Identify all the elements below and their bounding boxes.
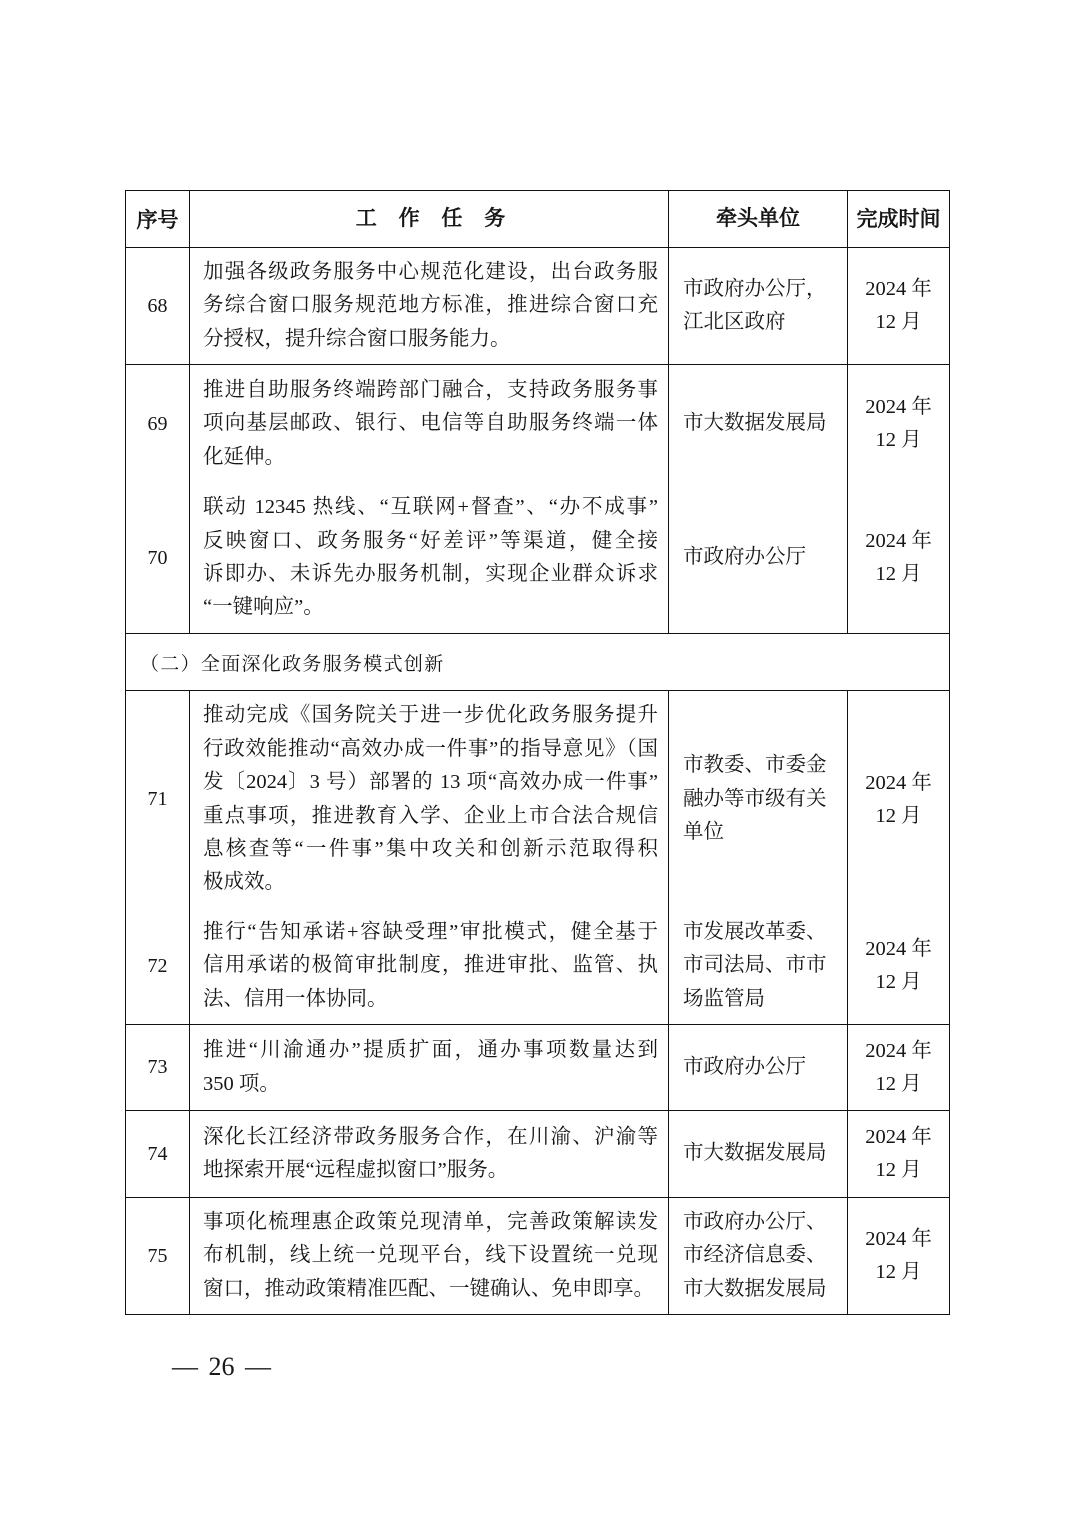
deadline-month: 12 月 bbox=[875, 971, 922, 993]
page-number: — 26 — bbox=[172, 1352, 271, 1381]
task-line: 重点事项，推进教育入学、企业上市合法合规信 bbox=[203, 804, 658, 827]
task-cell bbox=[190, 365, 669, 483]
row-number-cell bbox=[126, 1025, 190, 1110]
task-cell bbox=[190, 248, 669, 364]
lead-unit-line: 市大数据发展局 bbox=[683, 412, 827, 435]
task-line: 化延伸。 bbox=[203, 445, 285, 468]
task-cell bbox=[190, 1025, 669, 1110]
task-cell bbox=[190, 1198, 669, 1314]
task-line: 布机制，线上统一兑现平台，线下设置统一兑现 bbox=[203, 1244, 658, 1267]
lead-unit-line: 市司法局、市市 bbox=[683, 954, 827, 977]
row-number-cell bbox=[126, 365, 190, 483]
task-line: 分授权，提升综合窗口服务能力。 bbox=[203, 327, 511, 350]
row-number: 70 bbox=[147, 546, 168, 569]
row-number-cell bbox=[126, 1198, 190, 1314]
task-line: 极成效。 bbox=[203, 871, 285, 894]
section-heading-row bbox=[126, 634, 949, 691]
lead-unit-line: 市政府办公厅 bbox=[683, 546, 806, 569]
row-number-cell bbox=[126, 1111, 190, 1197]
lead-unit-line: 市发展改革委、 bbox=[683, 920, 827, 943]
deadline-year: 2024 年 bbox=[865, 1126, 932, 1148]
task-cell bbox=[190, 483, 669, 633]
header-task bbox=[190, 191, 669, 247]
deadline-cell bbox=[848, 248, 949, 364]
task-line: 息核查等“一件事”集中攻关和创新示范取得积 bbox=[203, 837, 658, 860]
table-row bbox=[126, 1025, 949, 1111]
task-line: 务综合窗口服务规范地方标准，推进综合窗口充 bbox=[203, 294, 658, 317]
deadline-month: 12 月 bbox=[875, 429, 922, 451]
deadline-month: 12 月 bbox=[875, 1072, 922, 1095]
task-cell bbox=[190, 908, 669, 1024]
lead-unit-line: 融办等市级有关 bbox=[683, 787, 827, 810]
task-line: 联动 12345 热线、“互联网+督查”、“办不成事” bbox=[203, 496, 658, 519]
table-row bbox=[126, 1111, 949, 1198]
lead-unit-line: 市政府办公厅 bbox=[683, 1055, 806, 1078]
deadline-year: 2024 年 bbox=[865, 1228, 932, 1250]
deadline-cell bbox=[848, 1198, 949, 1314]
task-line: 加强各级政务服务中心规范化建设，出台政务服 bbox=[203, 260, 658, 283]
task-line: 推动完成《国务院关于进一步优化政务服务提升 bbox=[203, 704, 658, 727]
deadline-year: 2024 年 bbox=[865, 1039, 932, 1062]
table-row bbox=[126, 365, 949, 483]
task-line: 诉即办、未诉先办服务机制，实现企业群众诉求 bbox=[203, 563, 658, 585]
lead-unit-line: 单位 bbox=[683, 821, 724, 844]
deadline-year: 2024 年 bbox=[865, 771, 932, 794]
lead-unit-cell bbox=[669, 1025, 848, 1110]
lead-unit-cell bbox=[669, 483, 848, 633]
task-line: 事项化梳理惠企政策兑现清单，完善政策解读发 bbox=[203, 1210, 658, 1233]
row-number-cell bbox=[126, 908, 190, 1024]
row-number-cell bbox=[126, 691, 190, 908]
deadline-month: 12 月 bbox=[875, 804, 922, 827]
row-number: 74 bbox=[147, 1142, 168, 1165]
lead-unit-line: 市大数据发展局 bbox=[683, 1277, 827, 1300]
table-row bbox=[126, 691, 949, 908]
row-number: 73 bbox=[147, 1056, 168, 1078]
row-number-cell bbox=[126, 248, 190, 364]
task-line: 行政效能推动“高效办成一件事”的指导意见》（国 bbox=[203, 737, 658, 760]
task-line: 反映窗口、政务服务“好差评”等渠道，健全接 bbox=[203, 529, 658, 552]
header-deadline-label: 完成时间 bbox=[856, 207, 941, 231]
deadline-year: 2024 年 bbox=[865, 278, 932, 300]
task-line: 推进自助服务终端跨部门融合，支持政务服务事 bbox=[203, 378, 658, 401]
lead-unit-cell bbox=[669, 1198, 848, 1314]
lead-unit-cell bbox=[669, 365, 848, 483]
task-cell bbox=[190, 1111, 669, 1197]
lead-unit-line: 场监管局 bbox=[683, 987, 765, 1010]
task-line: 推进“川渝通办”提质扩面，通办事项数量达到 bbox=[203, 1039, 658, 1062]
header-task-label: 工 作 任 务 bbox=[355, 207, 506, 231]
section-heading: （二）全面深化政务服务模式创新 bbox=[140, 653, 445, 675]
task-line: 法、信用一体协同。 bbox=[203, 987, 388, 1010]
lead-unit-line: 市大数据发展局 bbox=[683, 1142, 827, 1165]
deadline-month: 12 月 bbox=[875, 1261, 922, 1283]
lead-unit-line: 江北区政府 bbox=[683, 311, 786, 333]
deadline-cell bbox=[848, 365, 949, 483]
task-line: 项向基层邮政、银行、电信等自助服务终端一体 bbox=[203, 412, 658, 435]
deadline-month: 12 月 bbox=[875, 563, 922, 585]
header-serial-number bbox=[126, 191, 190, 247]
row-number-cell bbox=[126, 483, 190, 633]
deadline-cell bbox=[848, 908, 949, 1024]
task-cell bbox=[190, 691, 669, 908]
task-table bbox=[125, 190, 950, 1315]
row-number: 72 bbox=[147, 954, 168, 977]
deadline-month: 12 月 bbox=[875, 1159, 922, 1181]
lead-unit-line: 市经济信息委、 bbox=[683, 1244, 827, 1267]
lead-unit-cell bbox=[669, 248, 848, 364]
row-number: 75 bbox=[147, 1244, 168, 1267]
table-row bbox=[126, 483, 949, 634]
deadline-year: 2024 年 bbox=[865, 530, 932, 552]
row-number: 71 bbox=[147, 788, 168, 810]
table-row bbox=[126, 248, 949, 365]
lead-unit-cell bbox=[669, 908, 848, 1024]
deadline-cell bbox=[848, 483, 949, 633]
task-line: 推行“告知承诺+容缺受理”审批模式，健全基于 bbox=[203, 920, 658, 943]
deadline-month: 12 月 bbox=[875, 311, 922, 333]
header-lead-unit-label: 牵头单位 bbox=[716, 207, 800, 231]
header-deadline bbox=[848, 191, 949, 247]
deadline-year: 2024 年 bbox=[865, 938, 932, 960]
lead-unit-cell bbox=[669, 1111, 848, 1197]
lead-unit-cell bbox=[669, 691, 848, 908]
deadline-cell bbox=[848, 1025, 949, 1110]
task-line: “一键响应”。 bbox=[203, 596, 324, 619]
deadline-cell bbox=[848, 691, 949, 908]
table-header-row bbox=[126, 191, 949, 248]
task-line: 信用承诺的极简审批制度，推进审批、监管、执 bbox=[203, 954, 658, 977]
task-line: 地探索开展“远程虚拟窗口”服务。 bbox=[203, 1159, 509, 1181]
lead-unit-line: 市教委、市委金 bbox=[683, 754, 827, 777]
deadline-year: 2024 年 bbox=[865, 396, 932, 418]
header-lead-unit bbox=[669, 191, 848, 247]
row-number: 68 bbox=[147, 294, 168, 317]
row-number: 69 bbox=[147, 412, 168, 435]
table-row bbox=[126, 908, 949, 1025]
task-line: 350 项。 bbox=[203, 1072, 280, 1095]
table-row bbox=[126, 1198, 949, 1315]
section-heading-cell bbox=[126, 634, 949, 690]
task-line: 发〔2024〕3 号）部署的 13 项“高效办成一件事” bbox=[203, 771, 658, 794]
lead-unit-line: 市政府办公厅， bbox=[683, 277, 827, 300]
lead-unit-line: 市政府办公厅、 bbox=[683, 1210, 827, 1233]
deadline-cell bbox=[848, 1111, 949, 1197]
header-serial-number-label: 序号 bbox=[136, 209, 179, 232]
task-line: 窗口，推动政策精准匹配、一键确认、免申即享。 bbox=[203, 1277, 654, 1300]
task-line: 深化长江经济带政务服务合作，在川渝、沪渝等 bbox=[203, 1125, 658, 1148]
